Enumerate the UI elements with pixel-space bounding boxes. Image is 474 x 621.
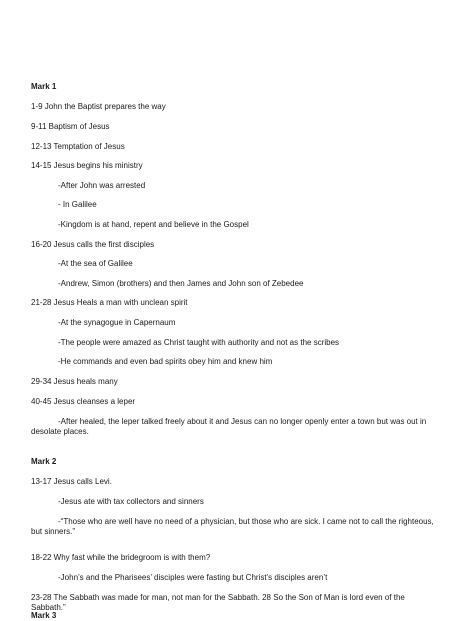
- entry-first-disciples: 16-20 Jesus calls the first disciples: [31, 240, 155, 249]
- entry-cleanses-leper: 40-45 Jesus cleanses a leper: [31, 397, 136, 406]
- note-in-galilee: - In Galilee: [58, 200, 97, 209]
- note-synagogue: -At the synagogue in Capernaum: [58, 318, 176, 327]
- entry-unclean-spirit: 21-28 Jesus Heals a man with unclean spirit: [31, 298, 188, 307]
- note-tax-collectors: -Jesus ate with tax collectors and sinners: [58, 497, 204, 506]
- entry-baptism: 9-11 Baptism of Jesus: [31, 122, 110, 131]
- note-people-amazed: -The people were amazed as Christ taught with authority and not as the scribes: [58, 338, 340, 347]
- entry-calls-levi: 13-17 Jesus calls Levi.: [31, 477, 112, 486]
- note-after-john: -After John was arrested: [58, 181, 146, 190]
- entry-why-fast: 18-22 Why fast while the bridegroom is with them?: [31, 553, 211, 562]
- section-heading-mark-2: Mark 2: [31, 457, 57, 466]
- note-bad-spirits: -He commands and even bad spirits obey him and knew him: [58, 357, 273, 366]
- note-pharisees-fasting: -John’s and the Pharisees’ disciples were fasting but Christ’s disciples aren’t: [58, 573, 328, 582]
- note-physician-quote: -“Those who are well have no need of a physician, but those who are sick. I came not to call the righteous, but sinners.”: [31, 517, 434, 536]
- entry-sabbath: 23-28 The Sabbath was made for man, not man for the Sabbath. 28 So the Son of Man is lord even of the Sabbath.”: [31, 593, 405, 612]
- entry-temptation: 12-13 Temptation of Jesus: [31, 142, 125, 151]
- section-heading-mark-3: Mark 3: [31, 611, 57, 620]
- entry-ministry: 14-15 Jesus begins his ministry: [31, 161, 143, 170]
- note-andrew-simon: -Andrew, Simon (brothers) and then James and John son of Zebedee: [58, 279, 304, 288]
- note-leper-talked: -After healed, the leper talked freely about it and Jesus can no longer openly enter a town but was out in desolate places.: [31, 417, 427, 436]
- section-heading-mark-1: Mark 1: [31, 82, 57, 91]
- note-sea-of-galilee: -At the sea of Galilee: [58, 259, 133, 268]
- entry-john-baptist: 1-9 John the Baptist prepares the way: [31, 102, 166, 111]
- entry-heals-many: 29-34 Jesus heals many: [31, 377, 118, 386]
- note-kingdom: -Kingdom is at hand, repent and believe in the Gospel: [58, 220, 249, 229]
